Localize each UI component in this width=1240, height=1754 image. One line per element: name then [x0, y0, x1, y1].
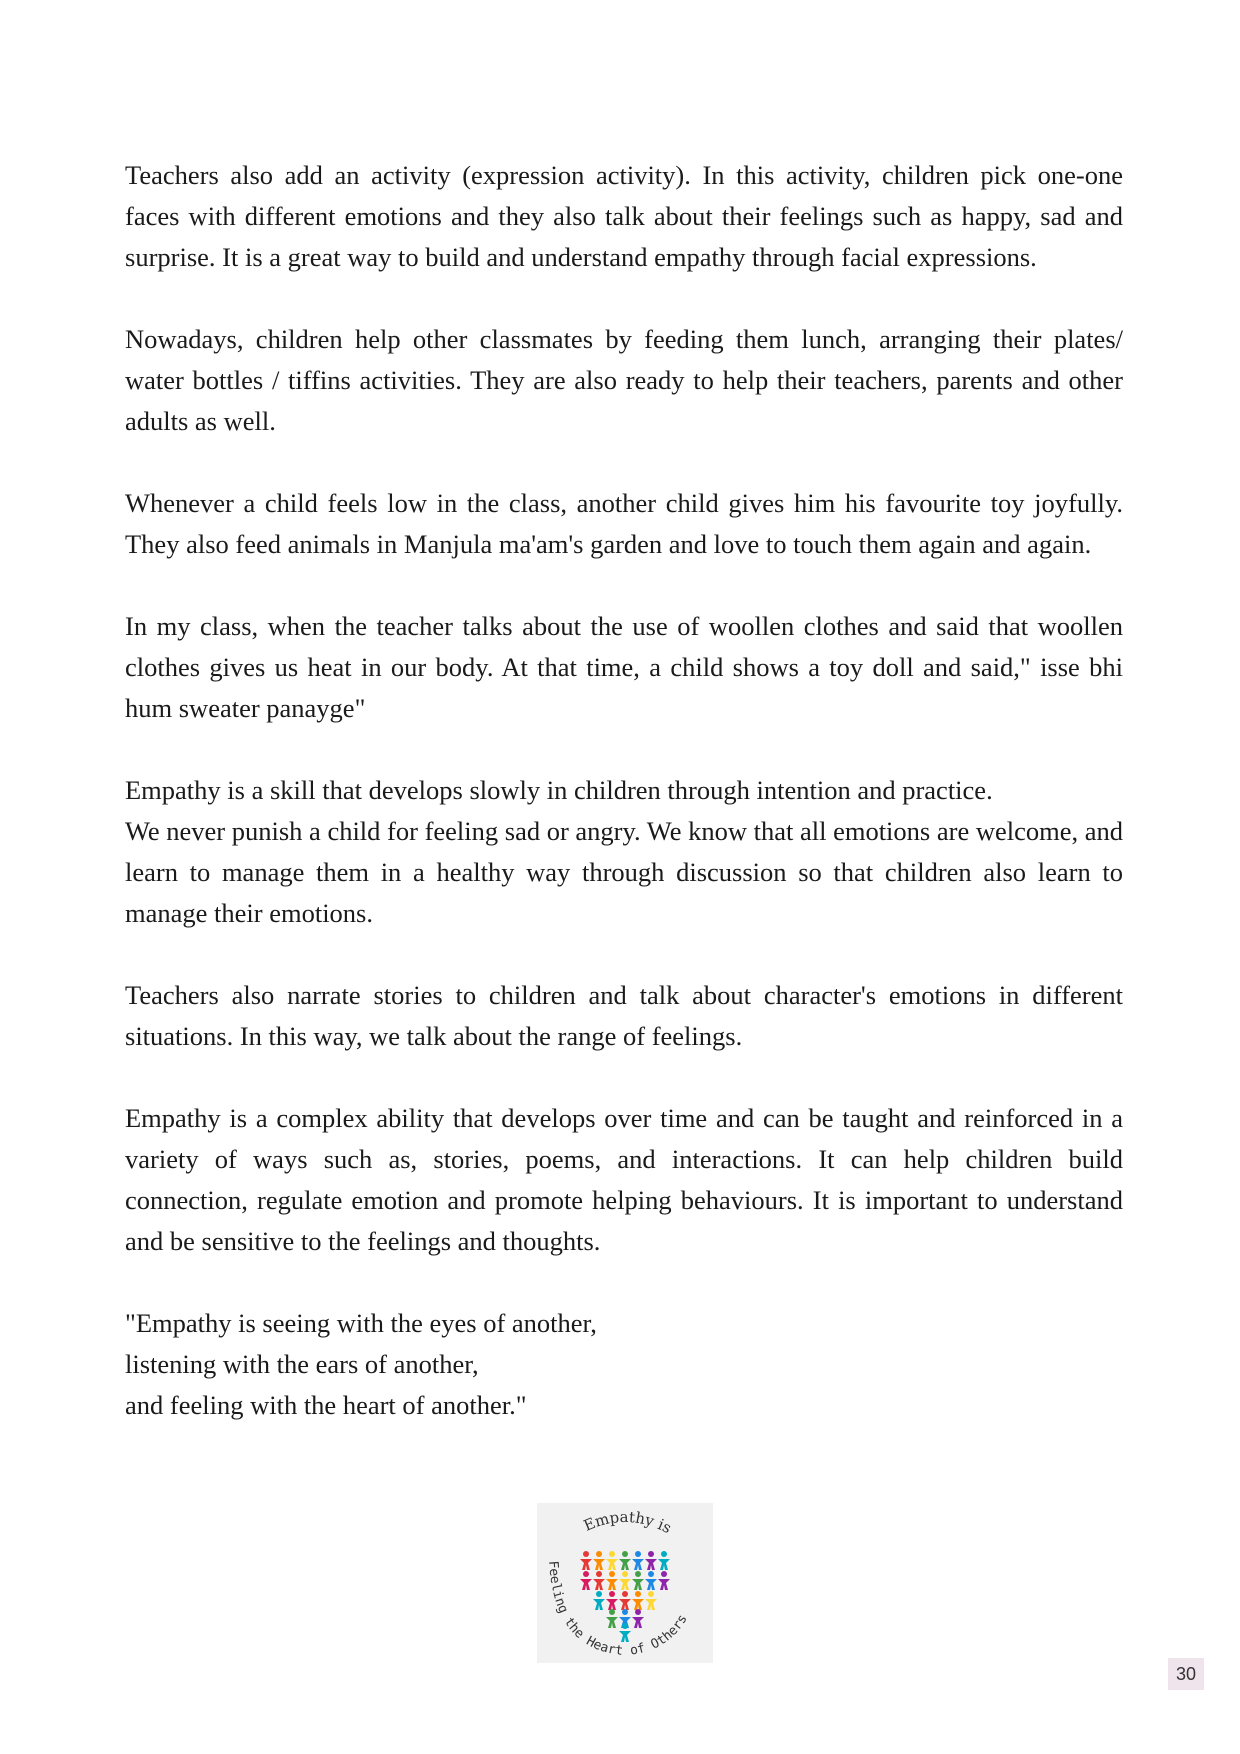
paragraph-empathy-skill — [125, 770, 1123, 934]
paper-person-icon — [593, 1591, 605, 1610]
page-number: 30 — [1168, 1658, 1204, 1690]
paper-person-icon — [580, 1551, 592, 1570]
paragraph-complex-ability: Empathy is a complex ability that develops over time and can be taught and reinforced in a variety of ways such as, stories, poems, and interactions. It can help children build connection, regulate emotion and promote helping behaviours. It is important to understand and be sensitive to the feelings and thoughts. — [125, 1103, 1123, 1256]
paragraph-child-feels-low: Whenever a child feels low in the class, another child gives him his favourite toy joyfully. They also feed animals in Manjula ma'am's garden and love to touch them again and again. — [125, 488, 1123, 559]
paper-person-icon — [606, 1571, 618, 1590]
paper-person-icon — [632, 1571, 644, 1590]
paper-person-icon — [593, 1551, 605, 1570]
paper-person-icon — [606, 1609, 618, 1628]
paper-person-icon — [645, 1591, 657, 1610]
paper-person-icon — [658, 1551, 670, 1570]
document-body — [125, 155, 1123, 1426]
quote-line-3: and feeling with the heart of another." — [125, 1390, 527, 1420]
logo-top-text: Empathy is — [580, 1507, 675, 1538]
paper-person-icon — [619, 1591, 631, 1610]
svg-text:Empathy is — [581, 1508, 674, 1537]
paper-person-icon — [606, 1551, 618, 1570]
paper-person-icon — [606, 1591, 618, 1610]
svg-text:Feeling the Heart of Others — [545, 1560, 691, 1659]
logo-bottom-text: Feeling the Heart of Others — [545, 1560, 691, 1660]
paper-people-heart — [580, 1551, 670, 1642]
empathy-heart-graphic — [537, 1503, 713, 1663]
paragraph-expression-activity: Teachers also add an activity (expression activity). In this activity, children pick one-one faces with different emotions and they also talk about their feelings such as happy, sad and surprise. It is a great way to build and understand empathy through facial expressions. — [125, 160, 1123, 272]
empathy-skill-body: We never punish a child for feeling sad or angry. We know that all emotions are welcome, and learn to manage them in a healthy way through discussion so that children also learn to manage their emotions. — [125, 816, 1123, 928]
paragraph-helping-classmates: Nowadays, children help other classmates by feeding them lunch, arranging their plates/ water bottles / tiffins activities. They are also ready to help their teachers, parents and other adults as well. — [125, 324, 1123, 436]
paper-person-icon — [632, 1591, 644, 1610]
empathy-quote — [125, 1303, 1123, 1426]
paragraph-narrate-stories: Teachers also narrate stories to children and talk about character's emotions in different situations. In this way, we talk about the range of feelings. — [125, 980, 1123, 1051]
paper-person-icon — [632, 1609, 644, 1628]
empathy-skill-first-line: Empathy is a skill that develops slowly in children through intention and practice. — [125, 775, 993, 805]
paper-person-icon — [645, 1551, 657, 1570]
quote-line-1: "Empathy is seeing with the eyes of another, — [125, 1308, 597, 1338]
paper-person-icon — [619, 1551, 631, 1570]
paragraph-woollen-clothes: In my class, when the teacher talks about the use of woollen clothes and said that woollen clothes gives us heat in our body. At that time, a child shows a toy doll and said," isse bhi hum sweater panayge" — [125, 611, 1123, 723]
paper-person-icon — [632, 1551, 644, 1570]
empathy-heart-logo — [537, 1503, 713, 1663]
quote-line-2: listening with the ears of another, — [125, 1349, 479, 1379]
paper-person-icon — [580, 1571, 592, 1590]
paper-person-icon — [658, 1571, 670, 1590]
paper-person-icon — [619, 1571, 631, 1590]
paper-person-icon — [593, 1571, 605, 1590]
paper-person-icon — [619, 1623, 631, 1642]
paper-person-icon — [645, 1571, 657, 1590]
